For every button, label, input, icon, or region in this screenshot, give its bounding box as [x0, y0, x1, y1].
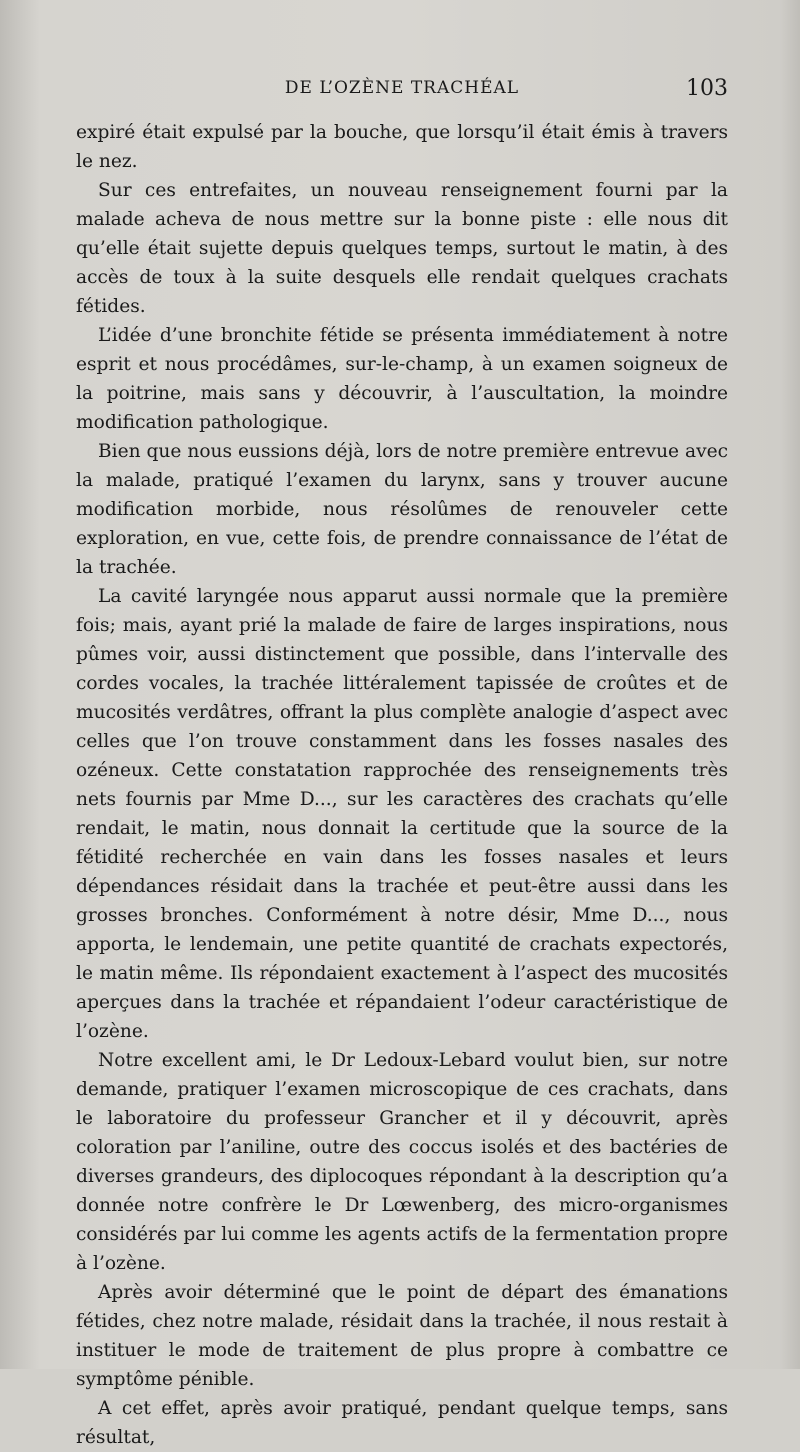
paragraph: Bien que nous eussions déjà, lors de notre première entrevue avec la malade, pratiqué l’examen du larynx, sans y trouver aucune modification morbide, nous résolûmes de renouveler cette exploration, en vue, cette fois, de prendre connaissance de l’état de la trachée.	[76, 441, 728, 578]
paragraph: Sur ces entrefaites, un nouveau renseignement fourni par la malade acheva de nous mettre sur la bonne piste : elle nous dit qu’elle était sujette depuis quelques temps, surtout le matin, à des accès de toux à la suite desquels elle rendait quelques crachats fétides.	[76, 180, 728, 317]
body-text	[76, 118, 728, 1452]
page-number: 103	[686, 76, 728, 101]
paragraph: expiré était expulsé par la bouche, que lorsqu’il était émis à travers le nez.	[76, 122, 728, 172]
running-title: DE L’OZÈNE TRACHÉAL	[284, 78, 520, 98]
page-header	[76, 76, 728, 106]
paragraph: Notre excellent ami, le Dr Ledoux-Lebard voulut bien, sur notre demande, pratiquer l’examen microscopique de ces crachats, dans le laboratoire du professeur Grancher et il y découvrit, après coloration par l’aniline, outre des coccus isolés et des bactéries de diverses grandeurs, des diplocoques répondant à la description qu’a donnée notre confrère le Dr Lœwenberg, des micro-organismes considérés par lui comme les agents actifs de la fermentation propre à l’ozène.	[76, 1050, 728, 1274]
paragraph: A cet effet, après avoir pratiqué, pendant quelque temps, sans résultat,	[76, 1398, 728, 1448]
paragraph: L’idée d’une bronchite fétide se présenta immédiatement à notre esprit et nous procédâmes, sur-le-champ, à un examen soigneux de la poitrine, mais sans y découvrir, à l’auscultation, la moindre modification pathologique.	[76, 325, 728, 433]
paragraph: Après avoir déterminé que le point de départ des émanations fétides, chez notre malade, résidait dans la trachée, il nous restait à instituer le mode de traitement de plus propre à combattre ce symptôme pénible.	[76, 1282, 728, 1390]
paragraph: La cavité laryngée nous apparut aussi normale que la première fois; mais, ayant prié la malade de faire de larges inspirations, nous pûmes voir, aussi distinctement que possible, dans l’intervalle des cordes vocales, la trachée littéralement tapissée de croûtes et de mucosités verdâtres, offrant la plus complète analogie d’aspect avec celles que l’on trouve constamment dans les fosses nasales des ozéneux. Cette constatation rapprochée des renseignements très nets fournis par Mme D..., sur les caractères des crachats qu’elle rendait, le matin, nous donnait la certitude que la source de la fétidité recherchée en vain dans les fosses nasales et leurs dépendances résidait dans la trachée et peut-être aussi dans les grosses bronches. Conformément à notre désir, Mme D..., nous apporta, le lendemain, une petite quantité de crachats expectorés, le matin même. Ils répondaient exactement à l’aspect des mucosités aperçues dans la trachée et répandaient l’odeur caractéristique de l’ozène.	[76, 586, 728, 1042]
